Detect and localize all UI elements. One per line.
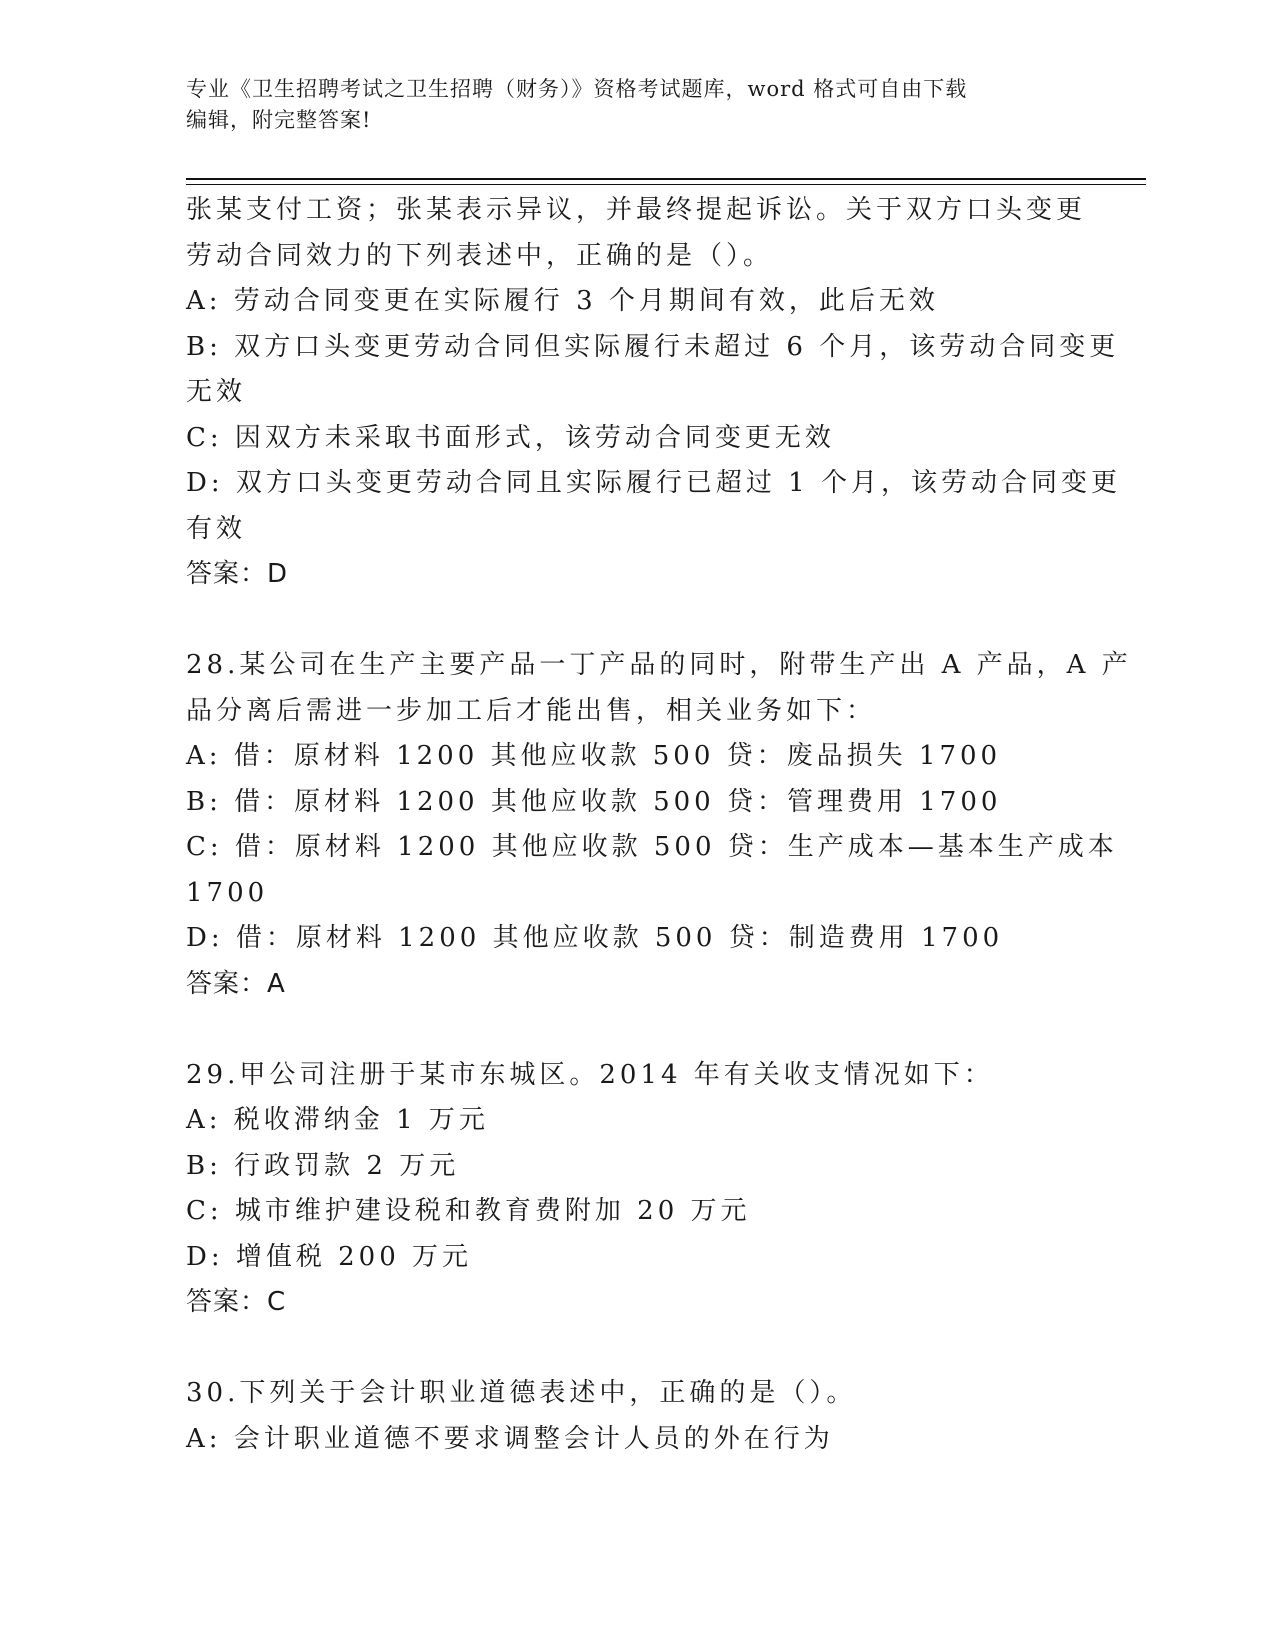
option-d: D: 增值税 200 万元 [186, 1241, 473, 1272]
header-line-2: 编辑，附完整答案! [186, 108, 372, 132]
option-b-continued: 无效 [186, 377, 247, 407]
question-stem: 29.甲公司注册于某市东城区。2014 年有关收支情况如下： [186, 1059, 994, 1090]
question-stem-line: 28.某公司在生产主要产品一丁产品的同时，附带生产出 A 产品，A 产 [186, 650, 1132, 680]
option-d: D: 借：原材料 1200 其他应收款 500 贷：制造费用 1700 [186, 923, 1004, 953]
option-c: C: 城市维护建设税和教育费附加 20 万元 [186, 1196, 751, 1226]
document-header [186, 74, 1086, 136]
option-c-continued: 1700 [186, 877, 269, 908]
question-28 [186, 643, 1132, 1007]
question-stem-line: 劳动合同效力的下列表述中，正确的是（）。 [186, 240, 774, 271]
spacer [186, 1007, 1086, 1053]
answer: 答案：C [186, 1287, 287, 1317]
spacer [186, 598, 1086, 644]
question-stem-line: 品分离后需进一步加工后才能出售，相关业务如下： [186, 695, 877, 726]
option-d-continued: 有效 [186, 513, 247, 544]
question-30 [186, 1371, 1086, 1462]
option-a: A: 会计职业道德不要求调整会计人员的外在行为 [186, 1423, 834, 1454]
header-line-1: 专业《卫生招聘考试之卫生招聘（财务）》资格考试题库，word 格式可自由下载 [186, 77, 968, 101]
option-d: D: 双方口头变更劳动合同且实际履行已超过 1 个月，该劳动合同变更 [186, 468, 1121, 498]
question-stem: 30.下列关于会计职业道德表述中，正确的是（）。 [186, 1378, 857, 1408]
header-divider-thin [186, 184, 1146, 185]
option-b: B: 借：原材料 1200 其他应收款 500 贷：管理费用 1700 [186, 786, 1002, 817]
spacer [186, 1326, 1086, 1372]
option-b: B: 行政罚款 2 万元 [186, 1150, 460, 1181]
question-27 [186, 188, 1121, 598]
header-divider-thick [186, 178, 1146, 180]
option-c: C: 因双方未采取书面形式，该劳动合同变更无效 [186, 422, 835, 453]
option-a: A: 借：原材料 1200 其他应收款 500 贷：废品损失 1700 [186, 741, 1002, 771]
answer: 答案：A [186, 968, 286, 999]
question-29 [186, 1053, 1086, 1326]
option-c: C: 借：原材料 1200 其他应收款 500 贷：生产成本—基本生产成本 [186, 832, 1118, 862]
option-b: B: 双方口头变更劳动合同但实际履行未超过 6 个月，该劳动合同变更 [186, 331, 1120, 362]
document-body [186, 188, 1132, 1462]
question-stem-line: 张某支付工资；张某表示异议，并最终提起诉讼。关于双方口头变更 [186, 195, 1087, 225]
option-a: A: 税收滞纳金 1 万元 [186, 1105, 489, 1135]
option-a: A: 劳动合同变更在实际履行 3 个月期间有效，此后无效 [186, 286, 939, 316]
answer: 答案：D [186, 559, 289, 589]
